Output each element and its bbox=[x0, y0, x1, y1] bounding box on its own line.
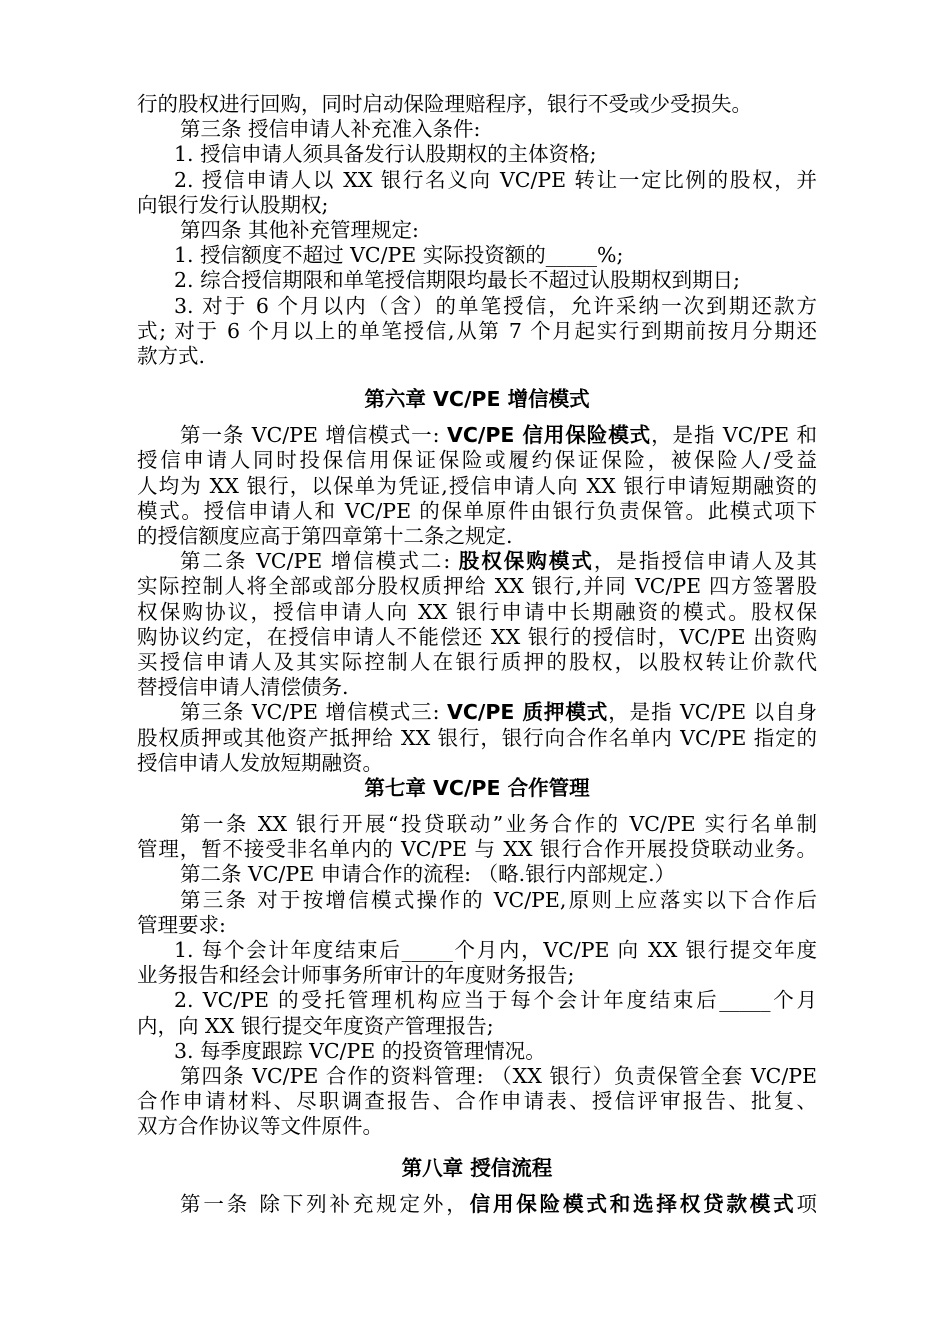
list-item: 1. 授信额度不超过 VC/PE 实际投资额的_____%; bbox=[174, 243, 624, 268]
list-item: 1. 每个会计年度结束后_____个月内，VC/PE 向 XX 银行提交年度 bbox=[174, 938, 817, 962]
paragraph-line: 管理，暂不接受非名单内的 VC/PE 与 XX 银行合作开展投贷联动业务。 bbox=[137, 837, 817, 862]
paragraph-line: 合作申请材料、尽职调查报告、合作申请表、授信评审报告、批复、 bbox=[137, 1089, 817, 1114]
list-item: 2. 授信申请人以 XX 银行名义向 VC/PE 转让一定比例的股权，并 bbox=[174, 167, 817, 192]
paragraph-line: 授信申请人发放短期融资。 bbox=[137, 750, 383, 775]
chapter-title: 第六章 VC/PE 增信模式 bbox=[364, 387, 590, 412]
document-page bbox=[137, 92, 817, 1217]
article-label: 第三条 VC/PE 增信模式三: bbox=[180, 700, 447, 725]
article-label: 第一条 除下列补充规定外， bbox=[180, 1191, 470, 1216]
article-text: ，是指授信申请人及其 bbox=[593, 549, 818, 574]
article-heading: 第四条 其他补充管理规定: bbox=[180, 217, 419, 242]
list-item-continuation: 内，向 XX 银行提交年度资产管理报告; bbox=[137, 1013, 494, 1038]
paragraph-line: 购协议约定，在授信申请人不能偿还 XX 银行的授信时，VC/PE 出资购 bbox=[137, 624, 817, 649]
mode-name: VC/PE 质押模式 bbox=[446, 700, 609, 725]
article-label: 第二条 VC/PE 增信模式二: bbox=[180, 549, 459, 574]
paragraph-line: 替授信申请人清偿债务. bbox=[137, 675, 349, 700]
article-first-line bbox=[137, 423, 817, 448]
article-text: 项 bbox=[796, 1191, 818, 1216]
paragraph-line: 管理要求: bbox=[137, 912, 226, 937]
list-item-continuation: 式; 对于 6 个月以上的单笔授信,从第 7 个月起实行到期前按月分期还 bbox=[137, 318, 817, 343]
paragraph-line: 第一条 XX 银行开展“投贷联动”业务合作的 VC/PE 实行名单制 bbox=[180, 812, 817, 837]
list-item: 3. 对于 6 个月以内（含）的单笔授信，允许采纳一次到期还款方 bbox=[174, 293, 817, 318]
article-text: ，是指 VC/PE 和 bbox=[651, 423, 817, 448]
list-item: 2. 综合授信期限和单笔授信期限均最长不超过认股期权到期日; bbox=[174, 268, 740, 293]
article-first-line bbox=[137, 549, 817, 574]
list-item: 1. 授信申请人须具备发行认股期权的主体资格; bbox=[174, 142, 597, 167]
article-text: ，是指 VC/PE 以自身 bbox=[608, 700, 817, 725]
chapter-title: 第七章 VC/PE 合作管理 bbox=[364, 775, 590, 800]
paragraph-line: 买授信申请人及其实际控制人在银行质押的股权，以股权转让价款代 bbox=[137, 649, 817, 674]
article-heading: 第三条 授信申请人补充准入条件: bbox=[180, 117, 481, 142]
mode-name: VC/PE 信用保险模式 bbox=[446, 423, 652, 448]
paragraph-line: 授信申请人同时投保信用保证保险或履约保证保险，被保险人/受益 bbox=[137, 448, 817, 473]
article-first-line bbox=[137, 700, 817, 725]
paragraph-line: 权保购协议，授信申请人向 XX 银行申请中长期融资的模式。股权保 bbox=[137, 599, 817, 624]
paragraph-line: 行的股权进行回购，同时启动保险理赔程序，银行不受或少受损失。 bbox=[137, 92, 752, 116]
paragraph-line: 模式。授信申请人和 VC/PE 的保单原件由银行负责保管。此模式项下 bbox=[137, 498, 817, 523]
paragraph-line: 第三条 对于按增信模式操作的 VC/PE,原则上应落实以下合作后 bbox=[180, 887, 817, 912]
mode-name: 股权保购模式 bbox=[458, 549, 594, 574]
paragraph-line: 股权质押或其他资产抵押给 XX 银行，银行向合作名单内 VC/PE 指定的 bbox=[137, 725, 817, 750]
list-item: 2. VC/PE 的受托管理机构应当于每个会计年度结束后_____个月 bbox=[174, 988, 817, 1013]
paragraph-line: 第二条 VC/PE 申请合作的流程: （略.银行内部规定.） bbox=[180, 862, 676, 887]
article-label: 第一条 VC/PE 增信模式一: bbox=[180, 423, 447, 448]
list-item-continuation: 款方式. bbox=[137, 343, 206, 368]
paragraph-line: 的授信额度应高于第四章第十二条之规定. bbox=[137, 524, 513, 548]
article-first-line bbox=[137, 1192, 817, 1217]
paragraph-line: 第四条 VC/PE 合作的资料管理: （XX 银行）负责保管全套 VC/PE bbox=[180, 1063, 817, 1088]
list-item-continuation: 向银行发行认股期权; bbox=[137, 192, 329, 217]
paragraph-line: 人均为 XX 银行，以保单为凭证,授信申请人向 XX 银行申请短期融资的 bbox=[137, 473, 817, 498]
chapter-title: 第八章 授信流程 bbox=[401, 1155, 553, 1180]
list-item: 3. 每季度跟踪 VC/PE 的投资管理情况。 bbox=[174, 1038, 546, 1063]
list-item-continuation: 业务报告和经会计师事务所审计的年度财务报告; bbox=[137, 963, 575, 988]
paragraph-line: 双方合作协议等文件原件。 bbox=[137, 1114, 383, 1139]
mode-name: 信用保险模式和选择权贷款模式 bbox=[469, 1191, 797, 1216]
paragraph-line: 实际控制人将全部或部分股权质押给 XX 银行,并同 VC/PE 四方签署股 bbox=[137, 574, 817, 599]
